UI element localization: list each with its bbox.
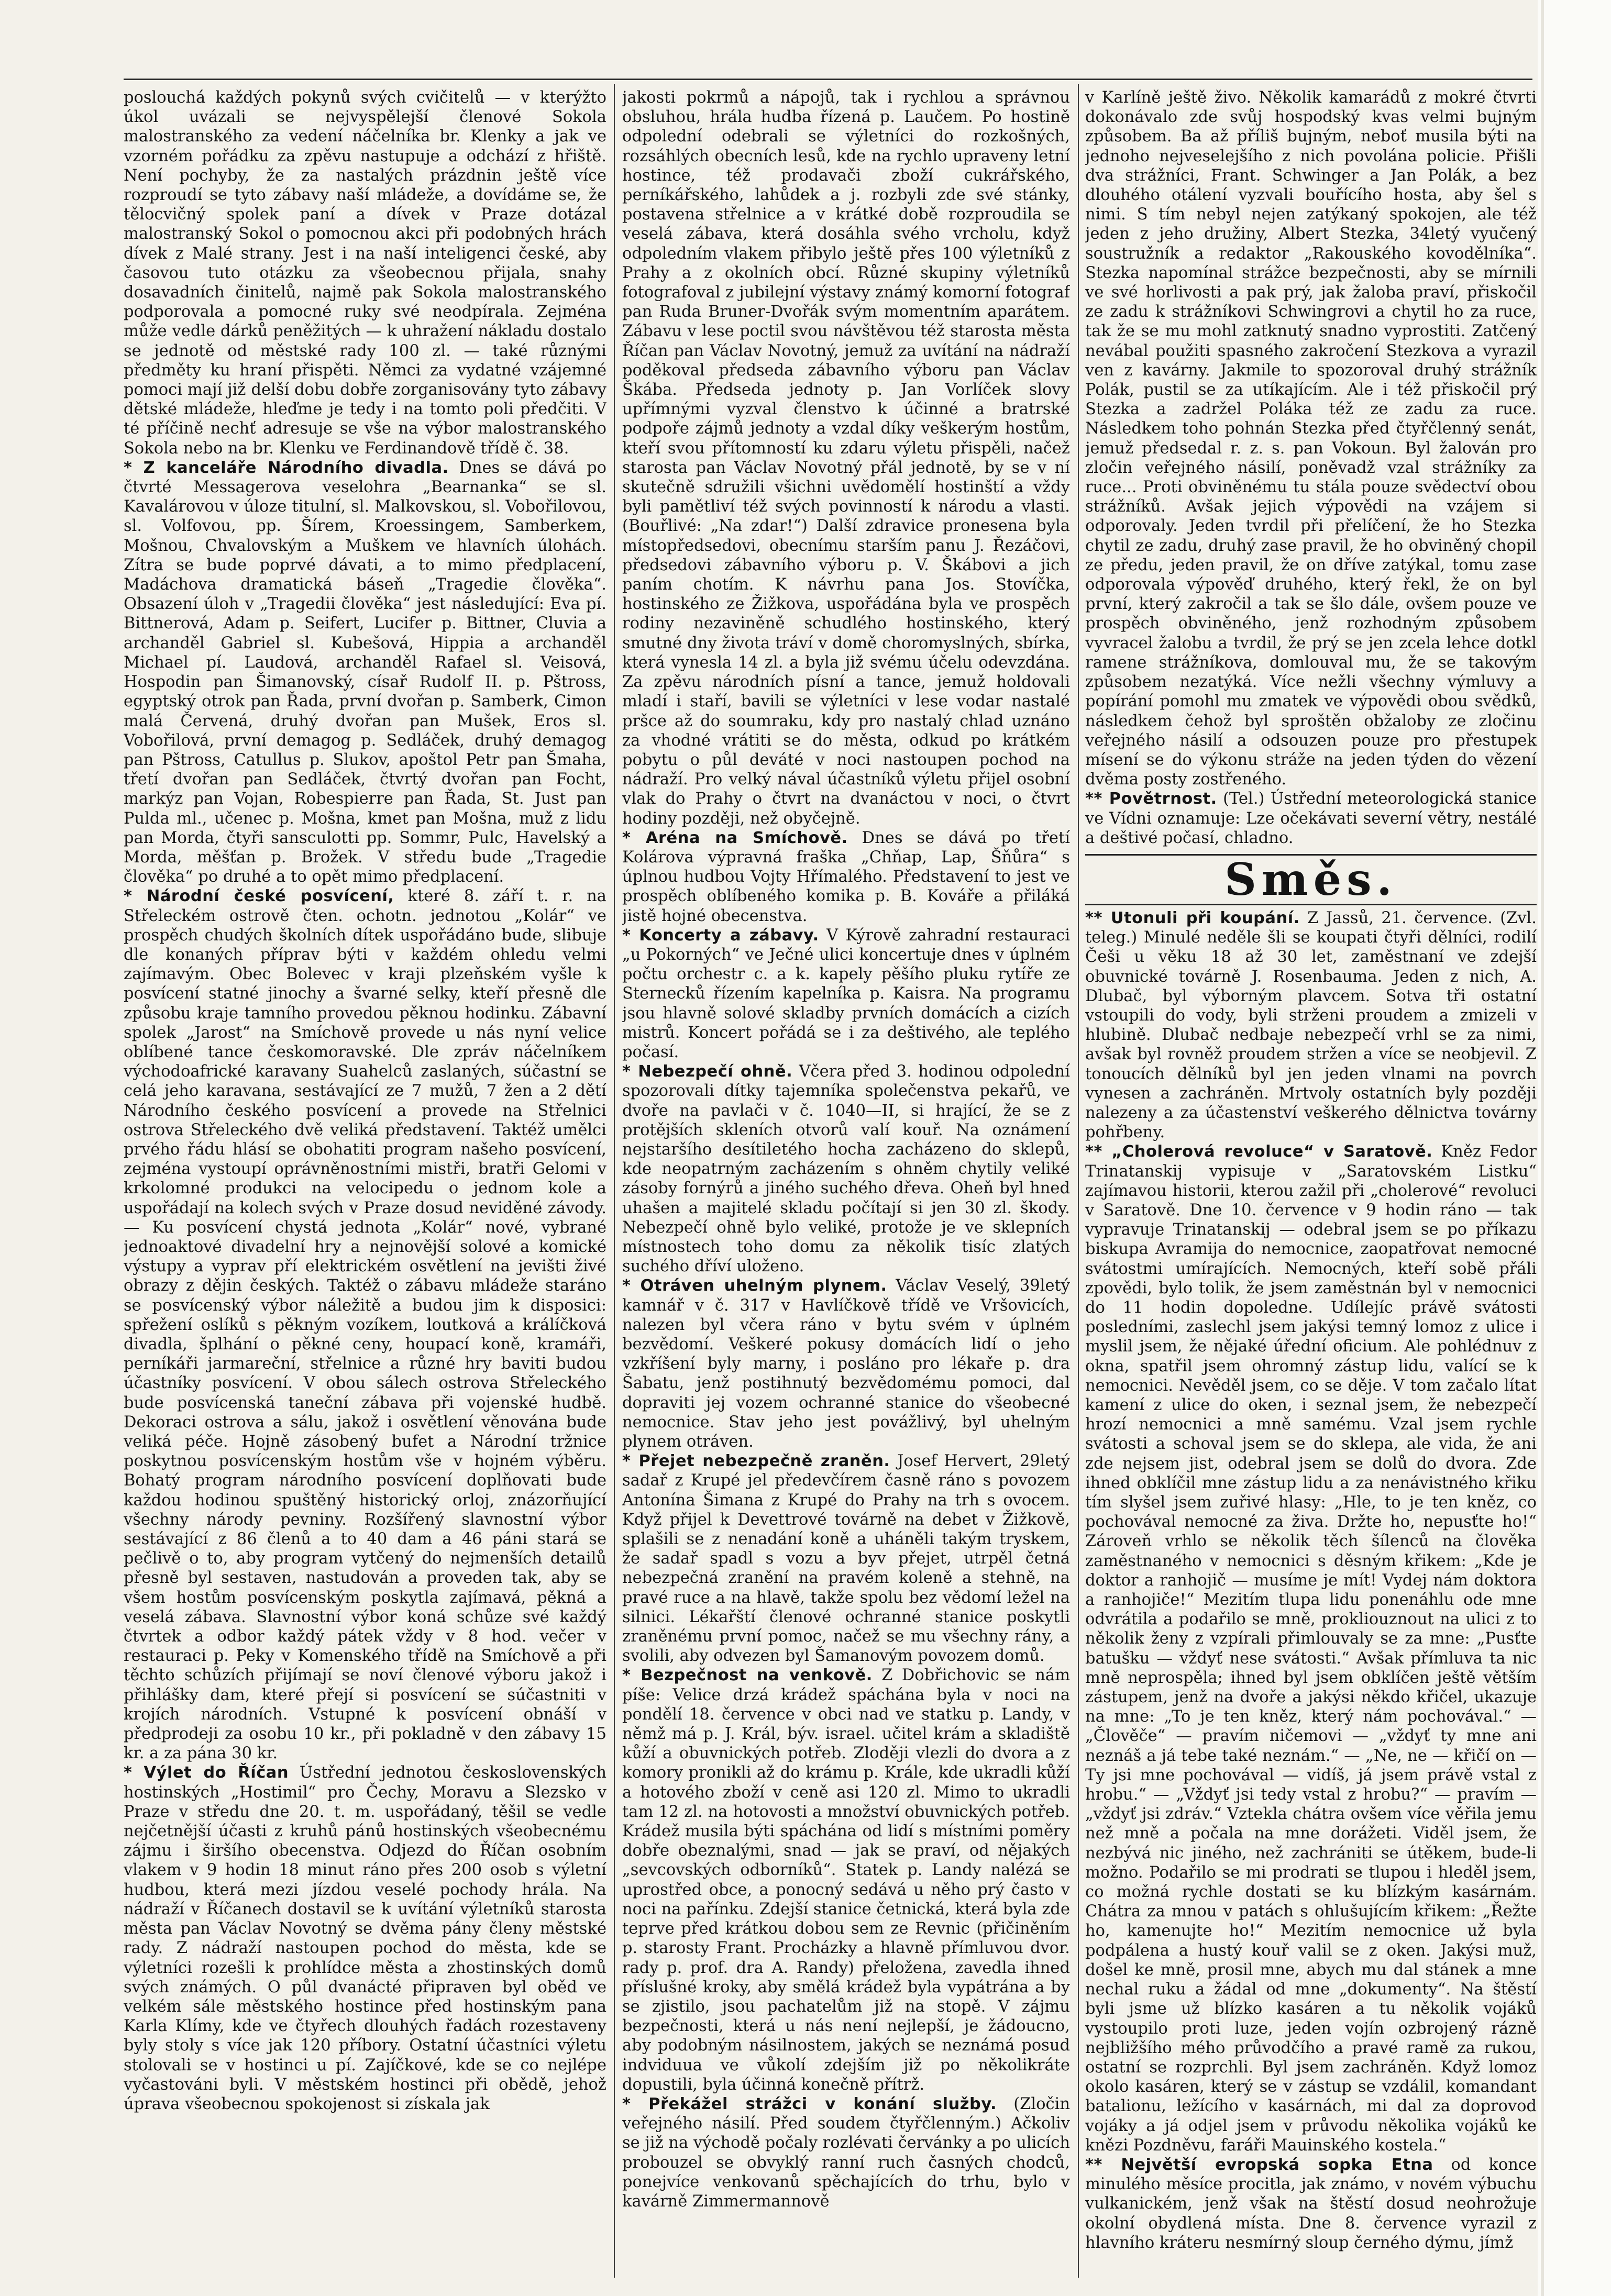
article-paragraph (124, 458, 606, 886)
article-paragraph (622, 926, 1070, 1062)
article-heading: * Aréna na Smíchově. (622, 828, 848, 847)
article-paragraph (1085, 2155, 1537, 2253)
article-text: v Karlíně ještě živo. Několik kamarádů z mokré čtvrti dokonávalo zde svůj hospodský kvas velmi bujným způsobem. Ba až příliš bujným, neboť musila býti na jednoho nejveselejšího z nich povolána policie. Přišli dva strážníci, Frant. Schwinger a Jan Polák, a bez dlouhého otálení vyzvali bouřícího hosta, aby šel s nimi. S tím nebyl nejen zatýkaný spokojen, ale též jeden z jeho družiny, Albert Stezka, 34letý vyučený soustružník a redaktor „Rakouského kovodělníka“. Stezka napomínal strážce bezpečnosti, aby se mírnili ve své horlivosti a pak prý, jak žaloba praví, přiskočil ze zadu k strážníkovi Schwingrovi a chytil ho za ruce, tak že se mu mohl zatknutý snadno vyprostiti. Zatčený nevábal použiti spasného zakročení Stezkova a vyrazil ven z kavárny. Jakmile to spozoroval druhý strážník Polák, pustil se za utíkajícím. Ale i též přiskočil prý Stezka a zadržel Poláka též ze zadu za ruce. Následkem toho pohnán Stezka před čtyřčlenný senát, jemuž předsedal r. z. s. pan Vokoun. Byl žalován pro zločin veřejného násilí, poněvadž vzal strážníky za ruce... Proti obviněnému tu stála pouze svědectví obou strážníků. Avšak jejich výpovědi na vzájem si odporovaly. Jeden tvrdil při přelíčení, že ho Stezka chytil ze zadu, druhý zase pravil, že ho obviněný chopil ze předu, jeden pravil, že on dříve zatýkal, tomu zase odporovala výpověď druhého, který řekl, že on byl první, který zakročil a tak se šlo dále, ovšem pouze ve prospěch obviněného, jenž rozhodným způsobem vyvracel žalobu a tvrdil, že prý se jen zcela lehce dotkl ramene strážníkova, domlouval mu, že se takovým způsobem nezatýká. Více nežli všechny výmluvy a popírání pomohl mu zmatek ve výpovědi obou svědků, následkem čehož byl sproštěn obžaloby ze zločinu veřejného násilí a odsouzen pouze pro přestupek mísení se do výkonu stráže na jeden týden do vězení dvěma posty zostřeného. (1085, 88, 1537, 789)
article-paragraph (1085, 88, 1537, 789)
article-paragraph (1085, 789, 1537, 848)
article-heading: ** Povětrnost. (1085, 790, 1217, 808)
article-paragraph (622, 2094, 1070, 2211)
article-paragraph (1085, 908, 1537, 1142)
article-heading: ** „Cholerová revoluce“ v Saratově. (1085, 1143, 1433, 1161)
article-heading: * Bezpečnost na venkově. (622, 1666, 873, 1685)
article-paragraph (124, 1763, 606, 2114)
article-text: Kněz Fedor Trinatanskij vypisuje v „Saratovském Listku“ zajímavou historii, kterou zažil při „cholerové“ revoluci v Saratově. Dne 10. července v 9 hodin ráno — tak vypravuje Trinatanskij — odebral jsem se po příkazu biskupa Avramija do nemocnice, zaopatřovat nemocné svátostmi umírajících. Nemocných, kteří sobě přáli zpovědi, bylo tolik, že jsem zaměstnán byl v nemocnici do 11 hodin dopoledne. Udílejíc právě svátosti posledními, zaslechl jsem jakýsi temný lomoz z ulice i myslil jsem, že nějaké úřední oficium. Ale pohlédnuv z okna, spatřil jsem ohromný zástup lidu, valící se k nemocnici. Nevěděl jsem, co se děje. V tom začalo lítat kamení z ulice do oken, i seznal jsem, že nebezpečí hrozí nemocnici a mně samému. Vzal jsem rychle svátosti a schoval jsem se do sklepa, ale vida, že ani zde nejsem jist, odebral jsem se dolů do dvora. Zde ihned obklíčil mne zástup lidu a za nenávistného křiku tím slyšel jsem zuřivé hlasy: „Hle, to je ten kněz, co pochovával nemocné za živa. Držte ho, nepusťte ho!“ Zároveň vrhlo se několik těch šílenců na člověka zaměstnaného v nemocnici s děsným křikem: „Kde je doktor a ranhojič — musíme je mít! Vydej nám doktora a ranhojiče!“ Mezitím tlupa lidu ponenáhlu ode mne odvrátila a podařilo se mně, prokliouznout na ulici z to několik ženy z vzpírali přimlouvaly se za mne: „Pusťte batušku — vždyť nese svátosti.“ Avšak přímluva ta nic mně neprospěla; ihned byl jsem obklíčen ještě větším zástupem, jenž na dvoře a jakýsi někdo křičel, ukazuje na mne: „To je ten kněz, který nám pochovával.“ — „Člověče“ — pravím ničemovi — „vždyť ty mne ani neznáš a já tebe také neznám.“ — „Ne, ne — křičí on — Ty jsi mne pochovával — vidíš, já jsem právě vstal z hrobu.“ — „Vždyť jsi tedy vstal z hrobu?“ — pravím — „vždyť jsi zdráv.“ Vztekla chátra ovšem více věřila jemu než mně a počala na mne dorážeti. Viděl jsem, že nezbývá nic jiného, než zachrániti se útěkem, bude-li možno. Podařilo se mi prodrati se tlupou i hleděl jsem, co možná rychle dostati se ku blízkým kasárnám. Chátra za mnou v patách s ohlušujícím křikem: „Řežte ho, kamenujte ho!“ Mezitím nemocnice už byla podpálena a hustý kouř valil se z oken. Jakýsi muž, došel ke mně, prosil mne, abych mu dal stánek a mne nechal ruku a žádal od mne „dokumenty“. Na štěstí byli jsme už blízko kasáren a tu několik vojáků vystoupilo proti luze, jeden vojín ozbrojený rázně nejbližšího mého průvodčího a pravé ramě za rukou, ostatní se rozprchli. Byl jsem zachráněn. Když lomoz okolo kasáren, který se v zástup se vzdálil, komandant batalionu, ležícího v kasárnách, mi dal za doprovod vojáky a já odjel jsem v průvodu několika vojáků ke knězi Pozdněvu, faráři Mauinského kostela.“ (1085, 1143, 1537, 2155)
column-rule-1 (614, 84, 615, 2278)
article-heading: * Koncerty a zábavy. (622, 926, 819, 945)
article-heading: * Z kanceláře Národního divadla. (124, 458, 449, 477)
article-heading: * Národní české posvícení, (124, 887, 394, 906)
article-text: Včera před 3. hodinou odpolední spozorovali dítky tajemníka společenstva pekařů, ve dvoře na pavlači v č. 1040—II, si hrající, že se z protějších skleních otvorů valí kouř. Na oznámení nejstaršího desítiletého hocha zacházeno do sklepů, kde neopatrným zacházením s ohněm chytily veliké zásoby fornýrů a jiného suchého dřeva. Oheň byl hned uhašen a majitelé skladu počítají si jen 30 zl. škody. Nebezpečí ohně bylo veliké, protože je ve sklepních místnostech toho domu za několik tisíc zlatých suchého dříví uloženo. (622, 1062, 1070, 1276)
article-text: od konce minulého měsíce procitla, jak známo, v novém výbuchu vulkanickém, jenž však na štěstí dosud neohrožuje okolní obydlená místa. Dne 8. července vyrazil z hlavního kráteru nesmírný sloup černého dýmu, jímž (1085, 2155, 1537, 2252)
column-3 (1085, 88, 1537, 2271)
article-paragraph (622, 88, 1070, 828)
article-text: (Zločin veřejného násilí. Před soudem čtyřčlenným.) Ačkoliv se již na východě počaly rozlévati červánky a po ulicích probouzel se obvyklý ranní ruch časných chodců, ponejvíce venkovanů spěchajících do trhu, bylo v kavárně Zimmermannově (622, 2094, 1070, 2211)
article-text: Z Dobřichovic se nám píše: Velice drzá krádež spáchána byla v noci na pondělí 18. července v obci nad ve statku p. Landy, v němž má p. J. Král, býv. israel. učitel krám a skladiště kůží a obuvnických potřeb. Zloději vlezli do dvora a z komory pronikli až do krámu p. Krále, kde ukradli kůží a hotového zboží v ceně asi 120 zl. Mimo to ukradli tam 12 zl. na hotovosti a množství obuvnických potřeb. Krádež musila býti spáchána od lidí s místními poměry dobře obeznalými, snad — jak se praví, od nějakých „sevcovských odborníků“. Statek p. Landy nalézá se uprostřed obce, a ponocný sedává u něho prý často v noci na pařínku. Zdejší stanice četnická, která byla zde teprve před krátkou dobou sem ze Revnic (přičiněním p. starosty Frant. Procházky a hlavně přímluvou dvor. rady p. prof. dra A. Randy) přeložena, zavedla ihned příslušné kroky, aby smělá krádež byla vypátrána a by se zjistilo, jsou pachatelům již na stopě. V zájmu bezpečnosti, která u nás není nejlepší, je žádoucno, aby podobným násilnostem, jakých se neznámá posud indviduua ve vůkolí zdejším již po několikráte dopustili, byla účinná konečně přítrž. (622, 1666, 1070, 2094)
article-text: které 8. září t. r. na Střeleckém ostrově čten. ochotn. jednotou „Kolár“ ve prospěch chudých školních dítek uspořádáno bude, slibuje dle konaných příprav býti v každém ohledu velmi zajímavým. Obec Bolevec v kraji plzeňském vyšle k posvícení statné jinochy a švarné selky, kteří přesně dle způsobu kraje tamního provedou pěknou hodinku. Zábavní spolek „Jarost“ na Smíchově provede u nás nyní velice oblíbené tance českomoravské. Dle zpráv náčelníkem východoafrické karavany Suahelců zaslaných, súčastní se celá jeho karavana, sestávající ze 7 mužů, 7 žen a 2 dětí Národního českého posvícení a provede na Střelnici ostrova Střeleckého dvě veliká představení. Taktéž umělci prvého řádu hlásí se obohatiti program našeho posvícení, zejména vystoupí oprávněnostními mistři, bratři Gelomi v krkolomné produkci na velocipedu o jednom kole a uspořádají na kolech svých v Praze dosud neviděné závody. — Ku posvícení chystá jednota „Kolár“ nové, vybrané jednoaktové divadelní hry a nejnovější solové a komické výstupy a vyprav pří elektrickém osvětlení na jevišti živé obrazy z dějin českých. Taktéž o zábavu mládeže staráno se posvícenský výbor náležitě a budou jim k disposici: spřežení oslíků s pěkným vozíkem, loutková a králíčková divadla, šplhání o pěkné ceny, houpací koně, kramáři, perníkáři jarmareční, střelnice a různé hry baviti budou účastníky posvícení. V obou sálech ostrova Střeleckého bude posvícenská taneční zábava při vojenské hudbě. Dekoraci ostrova a sálu, jakož i osvětlení věnována bude veliká péče. Hojně zásobený bufet a Národní tržnice poskytnou posvícenským hostům vše v hojném výběru. Bohatý program národního posvícení doplňovati bude každou hodinou spuštěný historický orloj, znázorňující všechny národy pevniny. Rozšířený slavnostní výbor sestávající z 86 členů a to 40 dam a 46 páni stará se pečlivě o to, aby program vytčený do nejmenších detailů přesně byl sestaven, nastudován a proveden tak, aby se všem hostům posvícenským poskytla zajímavá, pěkná a veselá zábava. Slavnostní výbor koná schůze své každý čtvrtek a odbor každý pátek vždy v 8 hod. večer v restauraci p. Peky v Komenského třídě na Smíchově a při těchto schůzích přijímají se noví členové výboru jakož i přihlášky dam, které přejí si posvícení se súčastniti v krojích národních. Vstupné k posvícení obnáší v předprodeji za osobu 10 kr., při pokladně v den zábavy 15 kr. a za pána 30 kr. (124, 887, 606, 1763)
article-paragraph (622, 828, 1070, 926)
scan-margin (1538, 0, 1611, 2296)
article-text: V Kýrově zahradní restauraci „u Pokorných“ ve Ječné ulici koncertuje dnes v úplném počtu orchestr c. a k. kapely pěšího pluku rytíře ze Sternecků řízením kapelníka p. Kaisra. Na programu jsou hlavně solové skladby prvních domácích a cizích mistrů. Koncert pořádá se i za deštivého, ale teplého počasí. (622, 926, 1070, 1061)
top-rule (124, 79, 1532, 80)
article-paragraph (622, 1276, 1070, 1451)
column-rule-2 (1078, 84, 1079, 2278)
article-text: Dnes se dává po třetí Kolárova výpravná fraška „Chňap, Lap, Šňůra“ s úplnou hudbou Vojty Hřímalého. Představení to jest ve prospěch oblíbeného komika p. B. Kováře a přiláká jistě hojné obecenstva. (622, 828, 1070, 925)
article-paragraph (124, 886, 606, 1763)
article-paragraph (1085, 1142, 1537, 2155)
article-heading: * Otráven uhelným plynem. (622, 1277, 887, 1295)
article-heading: * Překážel strážci v konání služby. (622, 2094, 997, 2113)
article-text: Z Jassů, 21. července. (Zvl. teleg.) Minulé neděle šli se koupati čtyři dělníci, rodilí Češi u věku 18 až 30 let, zaměstnaní ve zdejší obuvnické továrně J. Rosenbauma. Jeden z nich, A. Dlubač, byl výborným plavcem. Sotva tři ostatní vstoupili do vody, byli strženi proudem a zmizeli v hlubině. Dlubač nedbaje nebezpečí vrhl se za nimi, avšak byl rovněž proudem stržen a více se neobjevil. Z tonoucích dělníků byl jen jeden vlnami na povrch vynesen a zachráněn. Mrtvoly ostatních byly později nalezeny a za účastenství veškerého dělnictva továrny pohřbeny. (1085, 908, 1537, 1142)
article-paragraph (622, 1062, 1070, 1276)
article-text: Václav Veselý, 39letý kamnář v č. 317 v Havlíčkově třídě ve Vršovicích, nalezen byl včera ráno v bytu svém v úplném bezvědomí. Veškeré pokusy domácích lidí o jeho vzkříšení byly marny, i posláno pro lékaře p. dra Šabatu, jenž postihnutý bezvědomému pomoci, dal dopraviti jej vozem ochranné stanice do všeobecné nemocnice. Stav jeho jest povážlivý, byl uhelným plynem otráven. (622, 1277, 1070, 1451)
article-text: jakosti pokrmů a nápojů, tak i rychlou a správnou obsluhou, hrála hudba řízená p. Laučem. Po hostině odpolední odebrali se výletníci do rozkošných, rozsáhlých obecních lesů, kde na rychlo upraveny letní hostince, též prodavači zboží cukrářského, perníkářského, lahůdek a j. rozbyli zde své stánky, postavena střelnice a v krátké době rozproudila se veselá zábava, která dosáhla svého vrcholu, když odpoledním vlakem přibylo ještě přes 100 výletníků z Prahy a z okolních obcí. Různé skupiny výletníků fotografoval z jubilejní výstavy známý komorní fotograf pan Ruda Bruner-Dvořák svým momentním aparátem. Zábavu v lese poctil svou návštěvou též starosta města Říčan pan Václav Novotný, jemuž za uvítání na nádraží poděkoval předseda zábavního výboru pan Václav Škába. Předseda jednoty p. Jan Vorlíček slovy upřímnými vyzval členstvo k účinné a bratrské podpoře zájmů jednoty a vzdal díky veškerým hostům, kteří svou přítomností ku zdaru výletu přispěli, načež starosta pan Václav Novotný přál jednotě, by se v ní skutečně sdružili všichni uvědomělí hostinští a vždy byli pamětliví též svých povinností k národu a vlasti. (Bouřlivé: „Na zdar!“) Další zdravice pronesena byla místopředsedovi, obecnímu starším panu J. Řezáčovi, předsedovi zábavního výboru p. V. Škábovi a jich paním chotím. K návrhu pana Jos. Stovíčka, hostinského ze Žižkova, uspořádána byla ve prospěch rodiny nezaviněně schudlého hostinského, který smutné dny života tráví v domě choromyslných, sbírka, která vynesla 14 zl. a byla již svému účelu odevzdána. Za zpěvu národních písní a tance, jemuž holdovali mladí i staří, bavili se výletníci v lese vodar nastalé pršce až do soumraku, kdy pro nastalý chlad uznáno za vhodné vrátiti se do města, odkud po krátkém pobytu o půl deváté v noci nastoupen pochod na nádraží. Pro velký nával účastníků výletu přijel osobní vlak do Prahy o čtvrt na dvanáctou v noci, o čtvrt hodiny později, než obyčejně. (622, 88, 1070, 828)
article-heading: ** Největší evropská sopka Etna (1085, 2155, 1433, 2174)
section-title-smes: Směs. (1085, 854, 1537, 905)
article-paragraph (622, 1451, 1070, 1666)
article-text: poslouchá každých pokynů svých cvičitelů — v kterýžto úkol uvázali se nejvyspělejší členové Sokola malostranského za vedení náčelníka br. Klenky a jak ve vzorném pořádku za zpěvu nastupuje a odchází z hřiště. Není pochyby, že za nastalých prázdnin ještě více rozproudí se tyto zábavy naší mládeže, a dovídáme se, že tělocvičný spolek paní a dívek v Praze dotázal malostranský Sokol o pomocnou akci při podobných hrách dívek z Malé strany. Jest i na naší inteligenci české, aby časovou tuto otázku za všeobecnou přijala, snahy dosavadních činitelů, najmě pak Sokola malostranského podporovala a pomocné ruky své neodpírala. Zejména může vedle dárků peněžitých — k uhražení nákladu dostalo se jednotě od městské rady 100 zl. — také různými předměty ku hraní přispěti. Němci za vydatné vzájemné pomoci mají již delší dobu dobře zorganisovány tyto zábavy dětské mládeže, hleďme je tedy i na tomto poli předčiti. V té příčině nechť adresuje se vše na výbor malostranského Sokola nebo na br. Klenku ve Ferdinandově třídě č. 38. (124, 88, 606, 458)
article-text: (Tel.) Ústřední meteorologická stanice ve Vídni oznamuje: Lze očekávati severní větry, nestálé a deštivé počasí, chladno. (1085, 790, 1537, 847)
article-heading: * Přejet nebezpečně zraněn. (622, 1452, 890, 1471)
article-text: Josef Hervert, 29letý sadař z Krupé jel předevčírem časně ráno s povozem Antonína Šimana z Krupé do Prahy na trh s ovocem. Když přijel k Devettrové továrně na debet v Žižkově, splašili se z nenadání koně a uháněli takým tryskem, že sadař spadl s vozu a byv přejet, utrpěl četná nebezpečná zranění na pravém koleně a stehně, na pravé ruce a na hlavě, takže spolu bez vědomí ležel na silnici. Lékařští členové ochranné stanice poskytli zraněnému první pomoc, načež se mu všechny rány, a svolili, aby odvezen byl Šamanovým povozem domů. (622, 1452, 1070, 1666)
article-text: Dnes se dává po čtvrté Messagerova veselohra „Bearnanka“ se sl. Kavalárovou v úloze titulní, sl. Malkovskou, sl. Vobořilovou, sl. Volfovou, pp. Šírem, Kroessingem, Samberkem, Mošnou, Chvalovským a Muškem ve hlavních úlohách. Zítra se bude poprvé dávati, a to mimo předplacení, Madáchova dramatická báseň „Tragedie člověka“. Obsazení úloh v „Tragedii člověka“ jest následující: Eva pí. Bittnerová, Adam p. Seifert, Lucifer p. Bittner, Cluvia a archanděl Gabriel sl. Kubešová, Hippia a archanděl Michael pí. Laudová, archanděl Rafael sl. Veisová, Hospodin pan Šimanovský, císař Rudolf II. p. Pštross, egyptský otrok pan Řada, první dvořan p. Samberk, Cimon malá Červená, druhý dvořan pan Mušek, Eros sl. Vobořilová, první demagog p. Sedláček, druhý demagog pan Pštross, Catullus p. Slukov, apoštol Petr pan Šmaha, třetí dvořan pan Sedláček, čtvrtý dvořan pan Focht, markýz pan Vojan, Robespierre pan Řada, St. Just pan Pulda ml., učenec p. Mošna, kmet pan Mošna, muž z lidu pan Morda, čtyři sansculotti pp. Sommr, Pulc, Havelský a Morda, měšťan p. Brožek. V středu bude „Tragedie člověka“ po druhé a to opět mimo předplacení. (124, 458, 606, 886)
article-heading: * Nebezpečí ohně. (622, 1062, 793, 1081)
article-paragraph (124, 88, 606, 458)
article-heading: ** Utonuli při koupání. (1085, 908, 1300, 927)
article-heading: * Výlet do Říčan (124, 1763, 289, 1782)
article-text: Ústřední jednotou československých hostinských „Hostimil“ pro Čechy, Moravu a Slezsko v Praze v středu dne 20. t. m. uspořádaný, těšil se vedle nejčetnější účasti z kruhů pánů hostinských všeobecnému zájmu i širšího obecenstva. Odjezd do Říčan osobním vlakem v 9 hodin 18 minut ráno přes 200 osob s výletní hudbou, která mezi jízdou veselé pochody hrála. Na nádraží v Říčanech dostavil se k uvítání výletníků starosta města pan Václav Novotný se dvěma pány členy městské rady. Z nádraží nastoupen pochod do města, kde se výletníci rozešli k prohlídce města a zhostinských domů svých známých. O půl dvanácté připraven byl oběd ve velkém sále městského hostince před hostinským pana Karla Klímy, kde ve čtyřech dlouhých řadách rozestaveny byly stoly s více jak 120 příbory. Ostatní účastníci výletu stolovali se v hostinci u pí. Zajíčkové, kde se co nejlépe vyčastováni byli. V městském hostinci při obědě, jehož úprava všeobecnou spokojenost si získala jak (124, 1763, 606, 2113)
scan-edge-line (1541, 0, 1544, 2296)
column-1 (124, 88, 606, 2271)
article-paragraph (622, 1666, 1070, 2094)
column-2 (622, 88, 1070, 2271)
